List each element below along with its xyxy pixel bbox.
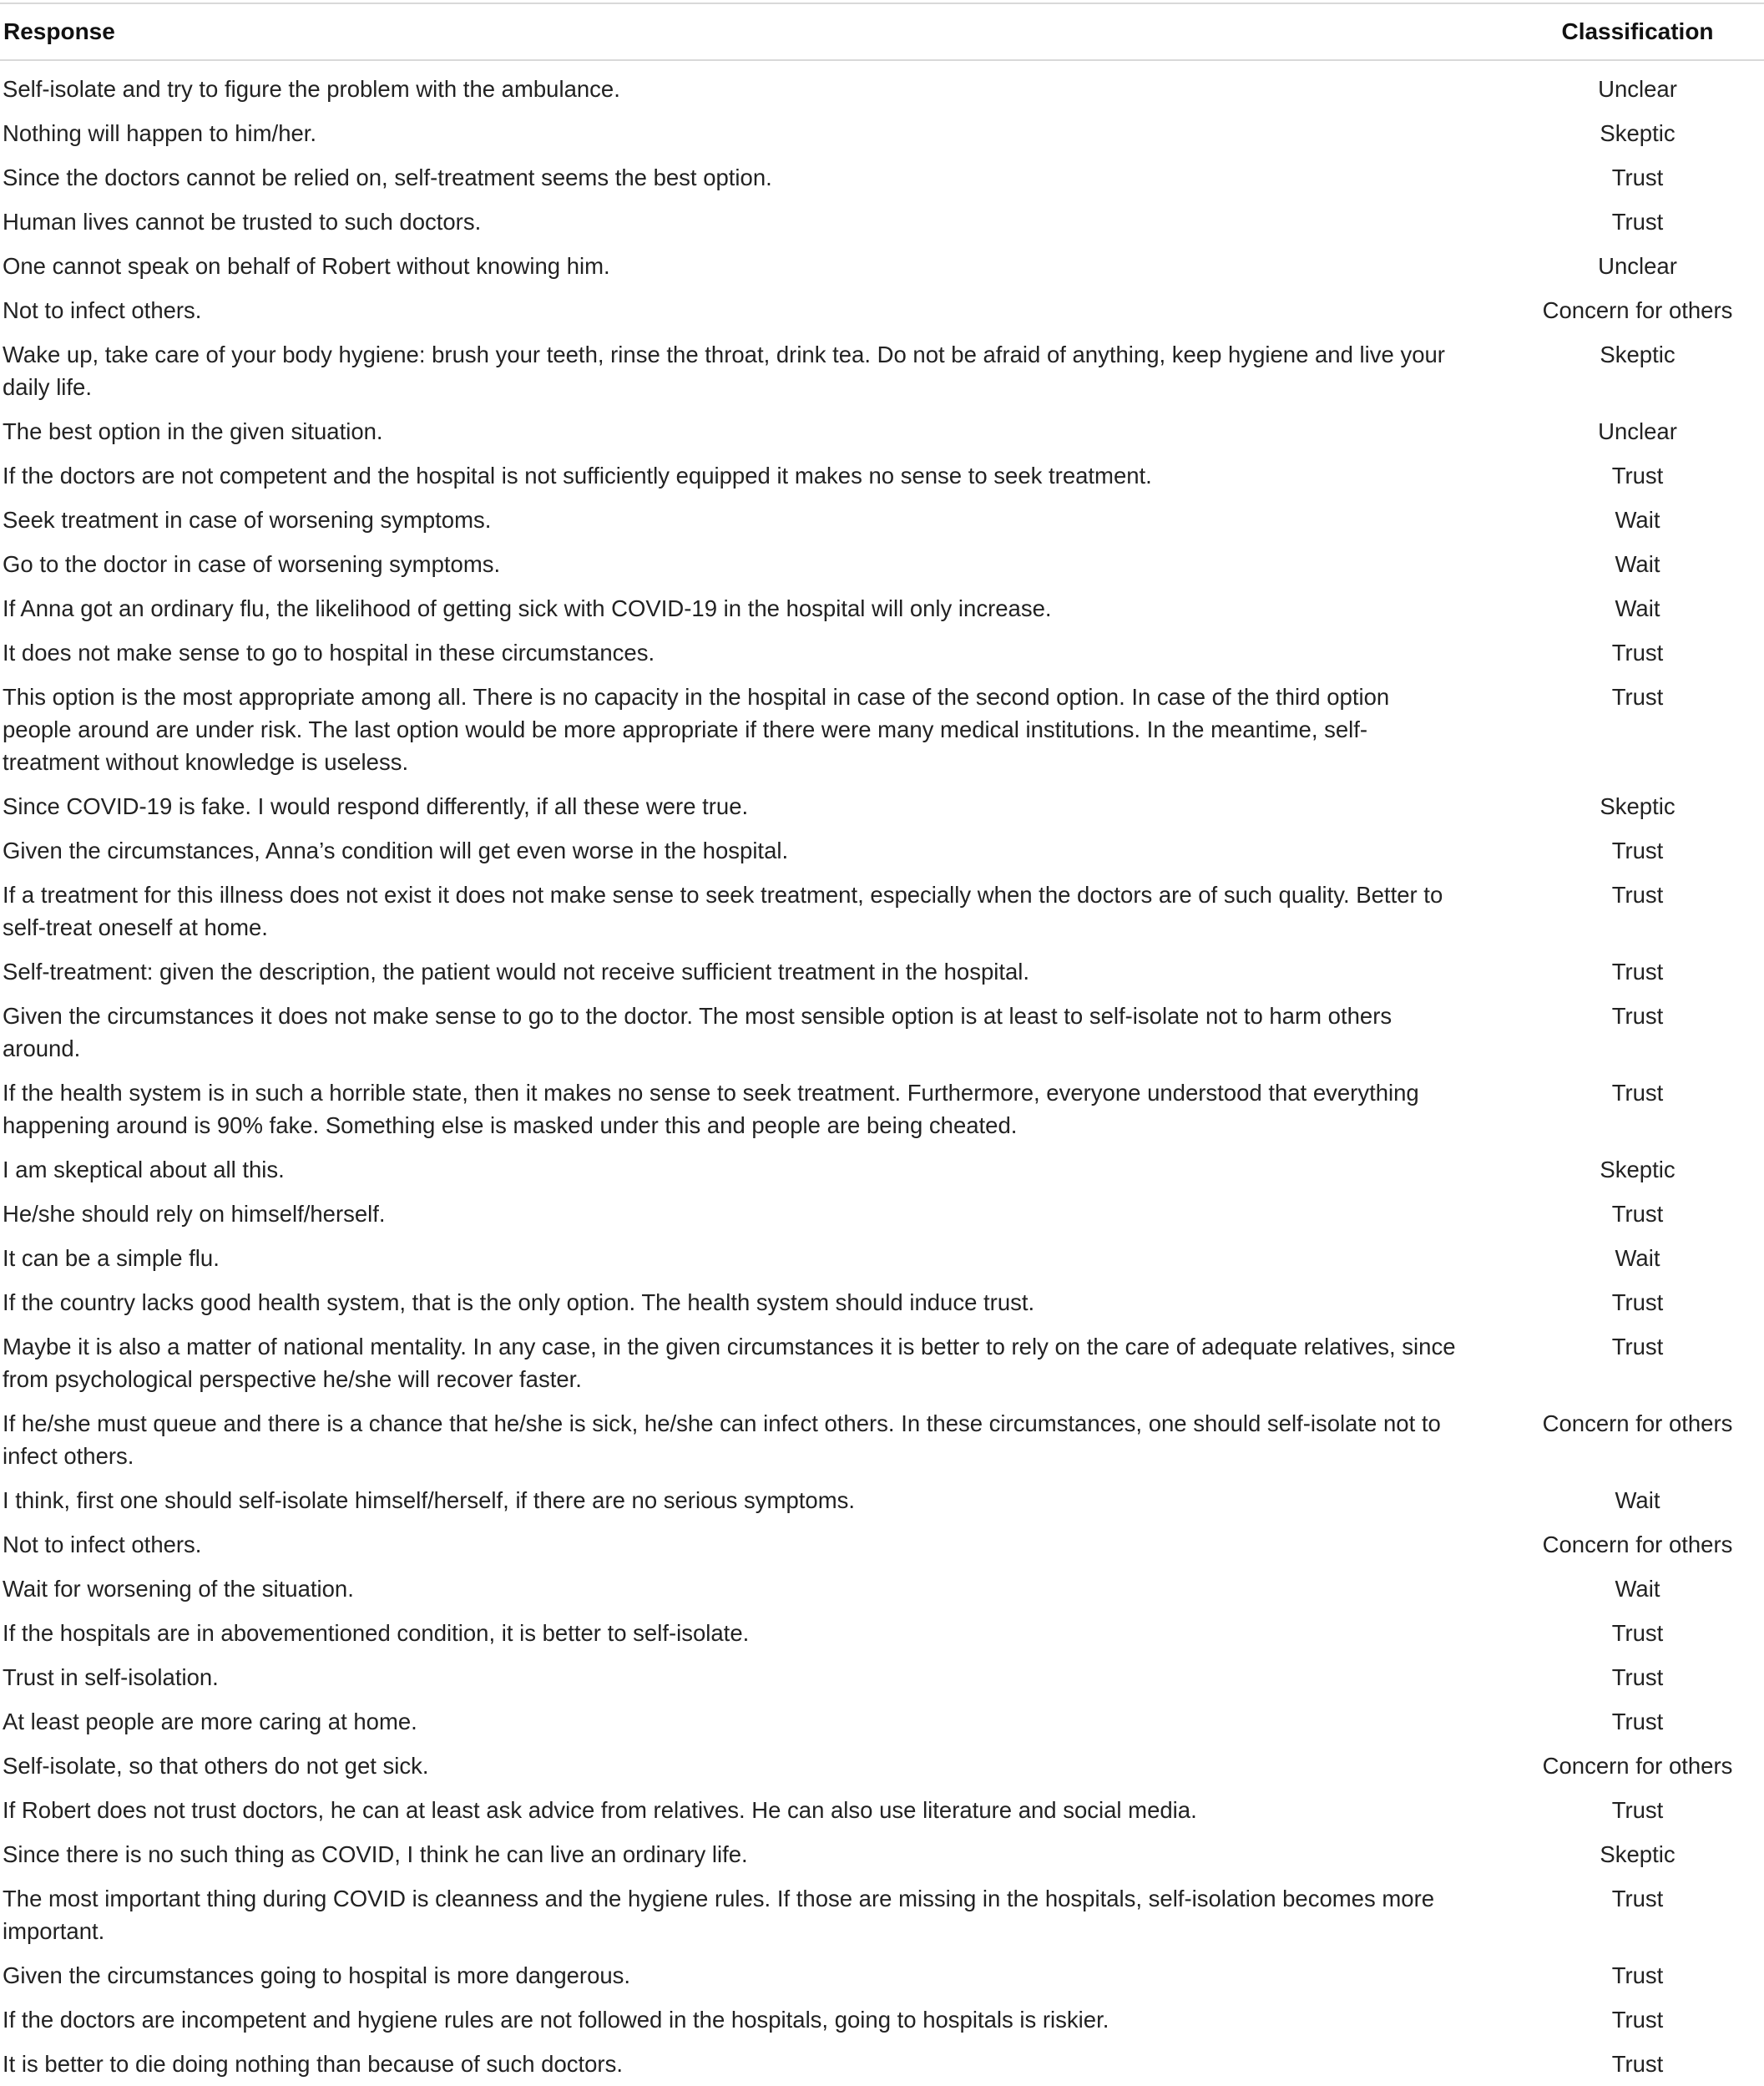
- classification-cell: Trust: [1611, 165, 1664, 190]
- classification-cell: Trust: [1611, 838, 1664, 863]
- table-row: [0, 244, 1764, 288]
- classification-cell: Trust: [1611, 882, 1664, 908]
- response-cell: Self-isolate, so that others do not get sick.: [3, 1753, 429, 1779]
- response-cell: If he/she must queue and there is a chance that he/she is sick, he/she can infect others. In these circumstances, one should self-isolate not to infect others.: [3, 1410, 1441, 1469]
- column-header-response: Response: [0, 4, 1478, 60]
- response-cell: The most important thing during COVID is cleanness and the hygiene rules. If those are missing in the hospitals, self-isolation becomes more important.: [3, 1886, 1435, 1944]
- classification-cell: Concern for others: [1542, 297, 1733, 323]
- table-row: [0, 1567, 1764, 1611]
- response-cell: Human lives cannot be trusted to such doctors.: [3, 209, 482, 235]
- classification-cell: Trust: [1611, 2051, 1664, 2077]
- classification-cell: Trust: [1611, 463, 1664, 489]
- classification-cell: Trust: [1611, 1797, 1664, 1823]
- table-row: [0, 200, 1764, 244]
- classification-cell: Trust: [1611, 1962, 1664, 1988]
- table-row: [0, 1997, 1764, 2042]
- table-row: [0, 498, 1764, 542]
- classification-cell: Trust: [1611, 1664, 1664, 1690]
- response-cell: Self-isolate and try to figure the problem with the ambulance.: [3, 76, 620, 102]
- classification-cell: Skeptic: [1600, 1157, 1676, 1182]
- table-row: [0, 630, 1764, 675]
- classification-cell: Trust: [1611, 1886, 1664, 1911]
- classification-cell: Wait: [1615, 1576, 1660, 1602]
- response-cell: He/she should rely on himself/herself.: [3, 1201, 386, 1227]
- table-row: [0, 949, 1764, 994]
- table-body: [0, 60, 1764, 2086]
- response-cell: Nothing will happen to him/her.: [3, 120, 317, 146]
- classification-cell: Trust: [1611, 1080, 1664, 1106]
- table-row: [0, 542, 1764, 586]
- classification-cell: Wait: [1615, 595, 1660, 621]
- classification-cell: Wait: [1615, 1487, 1660, 1513]
- table-header: [0, 4, 1764, 60]
- table-row: [0, 1522, 1764, 1567]
- response-cell: One cannot speak on behalf of Robert without knowing him.: [3, 253, 610, 279]
- response-cell: If the doctors are not competent and the hospital is not sufficiently equipped it makes no sense to seek treatment.: [3, 463, 1152, 489]
- response-cell: Wake up, take care of your body hygiene: brush your teeth, rinse the throat, drink tea. Do not be afraid of anything, keep hygiene and live your daily life.: [3, 342, 1445, 400]
- response-cell: If the hospitals are in abovementioned condition, it is better to self-isolate.: [3, 1620, 750, 1646]
- table-row: [0, 155, 1764, 200]
- classification-cell: Trust: [1611, 1289, 1664, 1315]
- response-cell: Since the doctors cannot be relied on, self-treatment seems the best option.: [3, 165, 772, 190]
- table-row: [0, 1611, 1764, 1655]
- response-cell: Given the circumstances going to hospital is more dangerous.: [3, 1962, 631, 1988]
- classification-cell: Concern for others: [1542, 1410, 1733, 1436]
- classification-cell: Trust: [1611, 1620, 1664, 1646]
- table-row: [0, 111, 1764, 155]
- classification-cell: Concern for others: [1542, 1753, 1733, 1779]
- table-row: [0, 1401, 1764, 1478]
- table-row: [0, 1147, 1764, 1192]
- classification-cell: Trust: [1611, 209, 1664, 235]
- response-cell: If a treatment for this illness does not exist it does not make sense to seek treatment, especially when the doctors are of such quality. Better to self-treat oneself at home.: [3, 882, 1443, 940]
- response-cell: It can be a simple flu.: [3, 1245, 220, 1271]
- table-row: [0, 1192, 1764, 1236]
- classification-cell: Trust: [1611, 1003, 1664, 1029]
- table-row: [0, 873, 1764, 949]
- table-row: [0, 828, 1764, 873]
- classification-cell: Concern for others: [1542, 1532, 1733, 1557]
- table-row: [0, 1953, 1764, 1997]
- table-row: [0, 1324, 1764, 1401]
- table-row: [0, 332, 1764, 409]
- classification-cell: Skeptic: [1600, 120, 1676, 146]
- response-cell: If the doctors are incompetent and hygiene rules are not followed in the hospitals, going to hospitals is riskier.: [3, 2007, 1109, 2033]
- response-cell: It is better to die doing nothing than because of such doctors.: [3, 2051, 623, 2077]
- response-cell: Go to the doctor in case of worsening symptoms.: [3, 551, 501, 577]
- response-cell: Given the circumstances it does not make sense to go to the doctor. The most sensible option is at least to self-isolate not to harm others around.: [3, 1003, 1392, 1061]
- classification-cell: Unclear: [1598, 418, 1677, 444]
- response-cell: Not to infect others.: [3, 297, 202, 323]
- table-row: [0, 288, 1764, 332]
- classification-cell: Skeptic: [1600, 342, 1676, 367]
- table-row: [0, 586, 1764, 630]
- response-cell: Given the circumstances, Anna’s condition will get even worse in the hospital.: [3, 838, 789, 863]
- response-cell: If Anna got an ordinary flu, the likelihood of getting sick with COVID-19 in the hospital will only increase.: [3, 595, 1052, 621]
- table-row: [0, 60, 1764, 111]
- table-row: [0, 1280, 1764, 1324]
- table-row: [0, 1744, 1764, 1788]
- classification-cell: Wait: [1615, 1245, 1660, 1271]
- response-cell: If the country lacks good health system, that is the only option. The health system should induce trust.: [3, 1289, 1035, 1315]
- table-row: [0, 1071, 1764, 1147]
- table-row: [0, 453, 1764, 498]
- response-cell: Wait for worsening of the situation.: [3, 1576, 354, 1602]
- response-cell: Since COVID-19 is fake. I would respond differently, if all these were true.: [3, 793, 749, 819]
- classification-cell: Trust: [1611, 1201, 1664, 1227]
- classification-cell: Unclear: [1598, 76, 1677, 102]
- classification-cell: Wait: [1615, 551, 1660, 577]
- classification-cell: Trust: [1611, 684, 1664, 710]
- table-row: [0, 994, 1764, 1071]
- table-row: [0, 1478, 1764, 1522]
- classification-cell: Skeptic: [1600, 1841, 1676, 1867]
- response-cell: Self-treatment: given the description, the patient would not receive sufficient treatment in the hospital.: [3, 959, 1030, 985]
- classification-cell: Trust: [1611, 959, 1664, 985]
- response-cell: This option is the most appropriate among all. There is no capacity in the hospital in case of the second option. In case of the third option people around are under risk. The last option would be more appropriate if there were many medical institutions. In the meantime, self-treatment without knowledge is useless.: [3, 684, 1390, 775]
- response-cell: At least people are more caring at home.: [3, 1709, 417, 1734]
- table-row: [0, 1236, 1764, 1280]
- response-cell: Seek treatment in case of worsening symptoms.: [3, 507, 492, 533]
- response-cell: If the health system is in such a horrible state, then it makes no sense to seek treatment. Furthermore, everyone understood that everything happening around is 90% fake. Something else is masked under this and people are being cheated.: [3, 1080, 1419, 1138]
- classification-cell: Wait: [1615, 507, 1660, 533]
- table-row: [0, 675, 1764, 784]
- table-row: [0, 1876, 1764, 1953]
- table-row: [0, 2042, 1764, 2086]
- table-row: [0, 784, 1764, 828]
- response-cell: Since there is no such thing as COVID, I think he can live an ordinary life.: [3, 1841, 748, 1867]
- table-row: [0, 1655, 1764, 1699]
- response-cell: Not to infect others.: [3, 1532, 202, 1557]
- classification-cell: Unclear: [1598, 253, 1677, 279]
- response-cell: I think, first one should self-isolate himself/herself, if there are no serious symptoms.: [3, 1487, 855, 1513]
- classification-cell: Trust: [1611, 1334, 1664, 1359]
- response-cell: Maybe it is also a matter of national mentality. In any case, in the given circumstances it is better to rely on the care of adequate relatives, since from psychological perspective he/she will recover faster.: [3, 1334, 1456, 1392]
- classification-cell: Skeptic: [1600, 793, 1676, 819]
- response-cell: Trust in self-isolation.: [3, 1664, 219, 1690]
- classification-cell: Trust: [1611, 2007, 1664, 2033]
- classification-cell: Trust: [1611, 640, 1664, 666]
- table-row: [0, 1788, 1764, 1832]
- column-header-classification: Classification: [1478, 4, 1764, 60]
- table-row: [0, 1699, 1764, 1744]
- table-row: [0, 1832, 1764, 1876]
- header-row: [0, 4, 1764, 60]
- classification-cell: Trust: [1611, 1709, 1664, 1734]
- response-cell: It does not make sense to go to hospital in these circumstances.: [3, 640, 655, 666]
- responses-table: [0, 4, 1764, 2086]
- response-cell: If Robert does not trust doctors, he can at least ask advice from relatives. He can also use literature and social media.: [3, 1797, 1197, 1823]
- response-cell: I am skeptical about all this.: [3, 1157, 285, 1182]
- response-cell: The best option in the given situation.: [3, 418, 383, 444]
- table-row: [0, 409, 1764, 453]
